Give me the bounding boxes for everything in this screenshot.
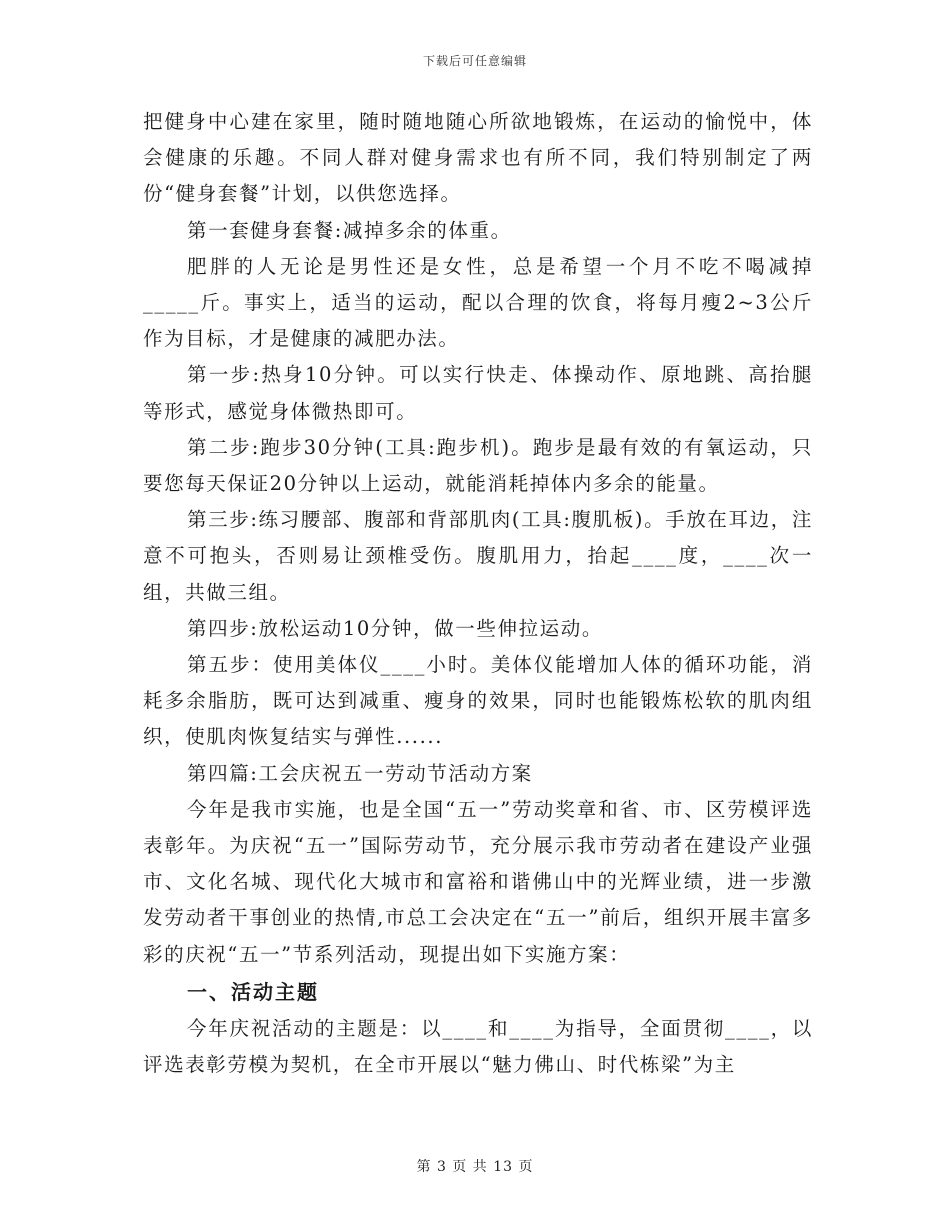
document-body <box>143 104 813 1083</box>
paragraph-weight-loss: 肥胖的人无论是男性还是女性，总是希望一个月不吃不喝减掉_____斤。事实上，适当的运动，配以合理的饮食，将每月瘦2~3公斤作为目标，才是健康的减肥办法。 <box>143 254 813 351</box>
paragraph-step-one: 第一步:热身10分钟。可以实行快走、体操动作、原地跳、高抬腿等形式，感觉身体微热即可。 <box>143 363 813 423</box>
page-number-footer: 第 3 页 共 13 页 <box>416 1159 534 1175</box>
paragraph-theme: 今年庆祝活动的主题是：以____和____为指导，全面贯彻____，以评选表彰劳模为契机，在全市开展以“魅力佛山、时代栋梁”为主 <box>143 1016 814 1077</box>
paragraph-step-four: 第四步:放松运动10分钟，做一些伸拉运动。 <box>187 616 603 640</box>
paragraph-plan-one-title: 第一套健身套餐:减掉多余的体重。 <box>187 218 512 242</box>
paragraph-step-five: 第五步：使用美体仪____小时。美体仪能增加人体的循环功能，消耗多余脂肪，既可达到减重、瘦身的效果，同时也能锻炼松软的肌肉组织，使肌肉恢复结实与弹性...... <box>143 653 813 749</box>
paragraph-article-four-intro: 今年是我市实施，也是全国“五一”劳动奖章和省、市、区劳模评选表彰年。为庆祝“五一”国际劳动节，充分展示我市劳动者在建设产业强市、文化名城、现代化大城市和富裕和谐佛山中的光辉业绩，进一步激发劳动者干事创业的热情,市总工会决定在“五一”前后，组织开展丰富多彩的庆祝“五一”节系列活动，现提出如下实施方案： <box>143 797 813 966</box>
page-header-note: 下载后可任意编辑 <box>422 54 527 68</box>
paragraph-step-two: 第二步:跑步30分钟(工具:跑步机)。跑步是最有效的有氧运动，只要您每天保证20分钟以上运动，就能消耗掉体内多余的能量。 <box>143 435 813 496</box>
paragraph-article-four-title: 第四篇:工会庆祝五一劳动节活动方案 <box>187 761 533 785</box>
paragraph-intro: 把健身中心建在家里，随时随地随心所欲地锻炼，在运动的愉悦中，体会健康的乐趣。不同人群对健身需求也有所不同，我们特别制定了两份“健身套餐”计划，以供您选择。 <box>143 110 813 206</box>
paragraph-step-three: 第三步:练习腰部、腹部和背部肌肉(工具:腹肌板)。手放在耳边，注意不可抱头，否则易让颈椎受伤。腹肌用力，抬起____度，____次一组，共做三组。 <box>143 508 813 604</box>
section-heading-theme: 一、活动主题 <box>187 979 319 1004</box>
